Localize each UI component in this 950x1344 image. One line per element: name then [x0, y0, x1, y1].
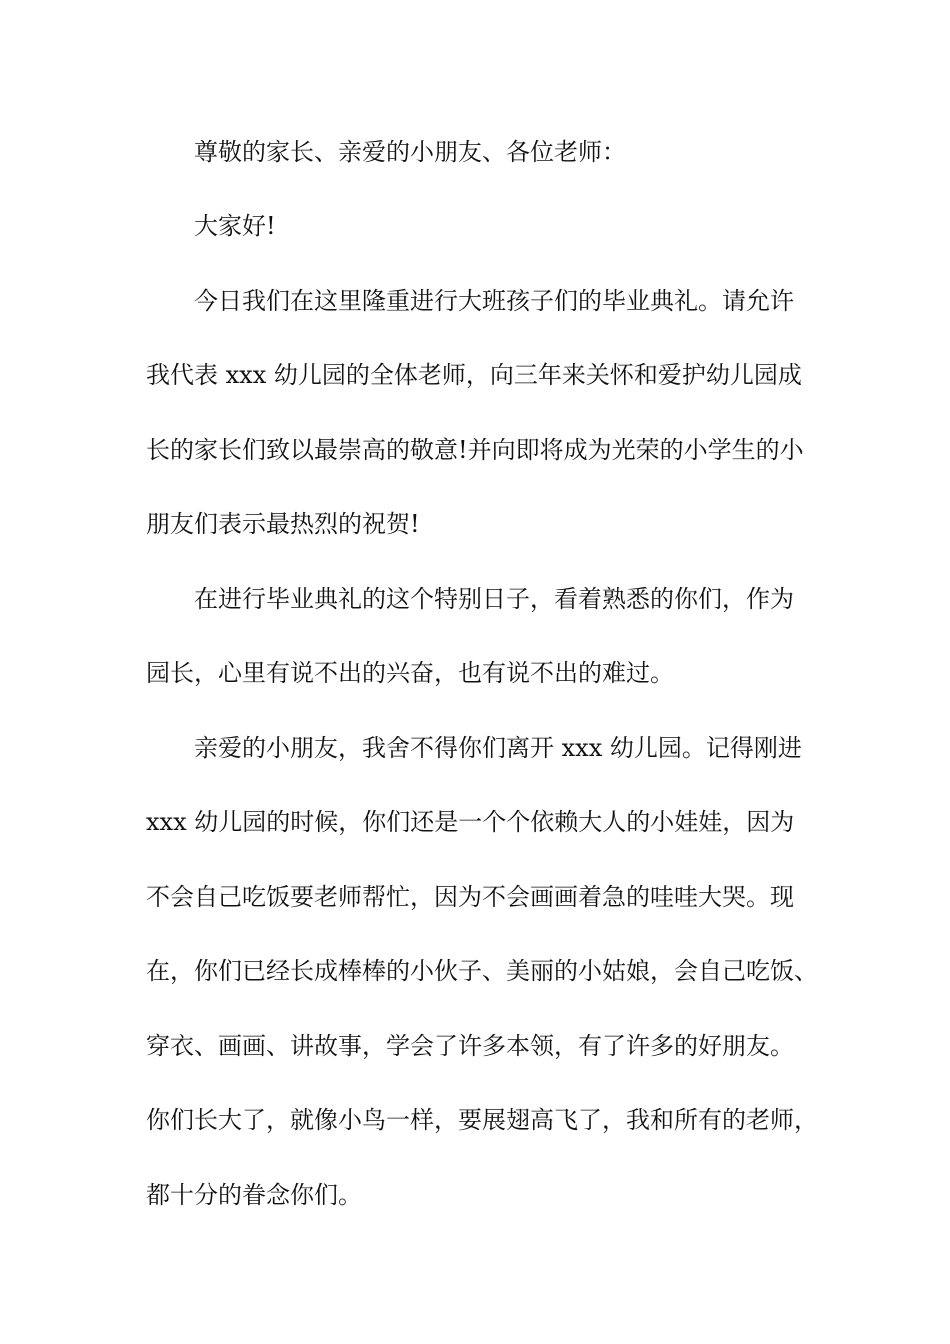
- paragraph-1-line-1: 今日我们在这里隆重进行大班孩子们的毕业典礼。请允许: [194, 287, 794, 315]
- paragraph-3-line-6: 你们长大了，就像小鸟一样，要展翅高飞了，我和所有的老师，: [146, 1106, 818, 1134]
- paragraph-2-line-1: 在进行毕业典礼的这个特别日子，看着熟悉的你们，作为: [194, 585, 794, 613]
- paragraph-3-line-2: xxx 幼儿园的时候，你们还是一个个依赖大人的小娃娃，因为: [146, 808, 795, 836]
- paragraph-3-line-1: 亲爱的小朋友，我舍不得你们离开 xxx 幼儿园。记得刚进: [194, 734, 802, 762]
- paragraph-3-line-4: 在，你们已经长成棒棒的小伙子、美丽的小姑娘，会自己吃饭、: [146, 957, 818, 985]
- paragraph-1-line-3: 长的家长们致以最崇高的敬意!并向即将成为光荣的小学生的小: [146, 436, 804, 464]
- paragraph-3-line-3: 不会自己吃饭要老师帮忙，因为不会画画着急的哇哇大哭。现: [146, 883, 794, 911]
- paragraph-3-line-5: 穿衣、画画、讲故事，学会了许多本领，有了许多的好朋友。: [146, 1032, 794, 1060]
- paragraph-3-line-7: 都十分的眷念你们。: [146, 1181, 362, 1209]
- paragraph-1-line-4: 朋友们表示最热烈的祝贺!: [146, 510, 420, 538]
- paragraph-1-line-2: 我代表 xxx 幼儿园的全体老师，向三年来关怀和爱护幼儿园成: [146, 361, 802, 389]
- salutation-line: 尊敬的家长、亲爱的小朋友、各位老师：: [194, 138, 626, 166]
- greeting-line: 大家好!: [194, 212, 276, 240]
- paragraph-2-line-2: 园长，心里有说不出的兴奋，也有说不出的难过。: [146, 659, 674, 687]
